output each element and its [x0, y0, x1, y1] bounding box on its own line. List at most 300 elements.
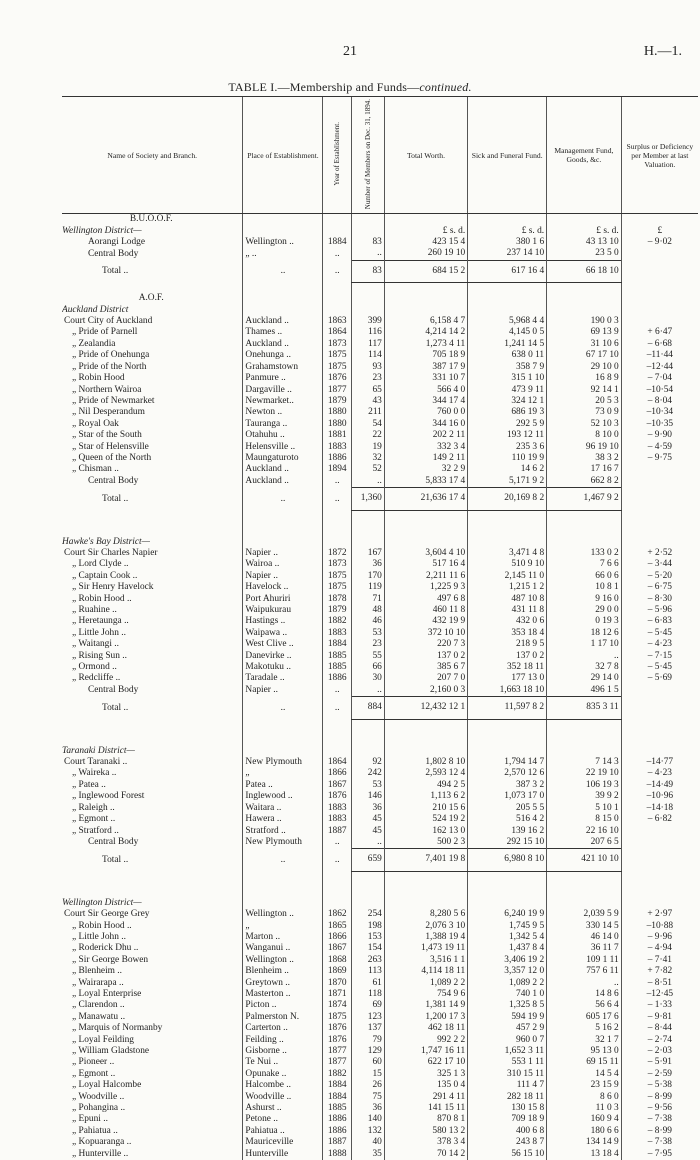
total-row: [62, 849, 698, 871]
empty-cell: [243, 226, 323, 237]
district-row: [62, 898, 698, 909]
members-cell: 198: [351, 921, 384, 932]
sick-cell: 516 4 2: [468, 814, 547, 825]
branch-cell: [62, 757, 243, 768]
year-cell: 1872: [323, 548, 352, 559]
empty-cell: [323, 305, 352, 316]
table-row: [62, 453, 698, 464]
sick-cell: 1,437 8 4: [468, 943, 547, 954]
surplus-cell: –11·44: [621, 350, 698, 361]
surplus-cell: – 7·95: [621, 1149, 698, 1160]
members-cell: 60: [351, 1057, 384, 1068]
members-cell: 113: [351, 966, 384, 977]
members-cell: 53: [351, 780, 384, 791]
units-surplus: £: [621, 226, 698, 237]
table-row: [62, 837, 698, 849]
table-row: [62, 628, 698, 639]
mgmt-cell: ..: [547, 978, 622, 989]
members-cell: 116: [351, 327, 384, 338]
year-cell: ..: [323, 837, 352, 849]
sick-cell: 6,240 19 9: [468, 909, 547, 920]
branch-prefix: „: [72, 662, 77, 673]
mgmt-cell: 5 10 1: [547, 803, 622, 814]
branch-name: Pride of Parnell: [78, 327, 138, 338]
mgmt-cell: 67 17 10: [547, 350, 622, 361]
branch-cell: [62, 559, 243, 570]
year-cell: 1877: [323, 1057, 352, 1068]
branch-cell: [62, 605, 243, 616]
place-cell: Carterton ..: [243, 1023, 323, 1034]
worth-cell: 137 0 2: [384, 651, 467, 662]
members-cell: 40: [351, 1137, 384, 1148]
branch-prefix: „: [72, 1091, 77, 1102]
year-cell: 1883: [323, 442, 352, 453]
units-sick: £ s. d.: [468, 226, 547, 237]
surplus-cell: – 8·30: [621, 594, 698, 605]
place-cell: Wairoa ..: [243, 559, 323, 570]
empty-cell: [547, 898, 622, 909]
members-cell: 46: [351, 616, 384, 627]
sick-cell: 5,171 9 2: [468, 476, 547, 488]
surplus-cell: – 4·94: [621, 943, 698, 954]
table-body: [62, 214, 698, 1160]
branch-name: Captain Cook ..: [78, 570, 138, 581]
branch-name: City of Auckland: [87, 316, 153, 327]
empty-cell: [547, 293, 622, 304]
surplus-cell: – 8·51: [621, 978, 698, 989]
empty-cell: [351, 226, 384, 237]
table-row: [62, 1069, 698, 1080]
mgmt-cell: 22 19 10: [547, 768, 622, 779]
sick-cell: 235 3 6: [468, 442, 547, 453]
year-cell: 1875: [323, 362, 352, 373]
place-cell: New Plymouth: [243, 757, 323, 768]
mgmt-cell: 605 17 6: [547, 1012, 622, 1023]
year-cell: 1876: [323, 791, 352, 802]
mgmt-cell: 8 15 0: [547, 814, 622, 825]
sick-cell: 638 0 11: [468, 350, 547, 361]
branch-prefix: „: [72, 1068, 77, 1079]
units-mgmt: £ s. d.: [547, 226, 622, 237]
place-cell: Feilding ..: [243, 1035, 323, 1046]
branch-cell: [62, 978, 243, 989]
table-row: [62, 1012, 698, 1023]
empty-cell: [351, 871, 384, 898]
mgmt-cell: 29 14 0: [547, 673, 622, 684]
branch-name: Nil Desperandum: [78, 407, 145, 418]
table-row: [62, 373, 698, 384]
mgmt-cell: 190 0 3: [547, 316, 622, 327]
members-cell: 263: [351, 955, 384, 966]
branch-cell: [62, 548, 243, 559]
surplus-cell: – 5·45: [621, 628, 698, 639]
sick-cell: 3,406 19 2: [468, 955, 547, 966]
members-cell: 118: [351, 989, 384, 1000]
branch-prefix: „: [72, 418, 77, 429]
place-cell: Hunterville: [243, 1149, 323, 1160]
col-year-label: Year of Establishment.: [333, 122, 342, 186]
branch-name: Zealandia: [78, 338, 116, 349]
members-cell: 132: [351, 1126, 384, 1137]
branch-cell: [62, 1023, 243, 1034]
total-place-dots: ..: [243, 488, 323, 510]
surplus-cell: – 2·03: [621, 1046, 698, 1057]
table-row: [62, 791, 698, 802]
district-name: Auckland District: [62, 304, 129, 315]
year-cell: 1879: [323, 396, 352, 407]
table-row: [62, 1103, 698, 1114]
total-label: Total ..: [102, 266, 129, 277]
table-title-continued: continued.: [419, 80, 472, 94]
total-year-dots: ..: [323, 488, 352, 510]
mgmt-cell: 5 16 2: [547, 1023, 622, 1034]
members-cell: 52: [351, 464, 384, 475]
year-cell: 1880: [323, 407, 352, 418]
table-row: [62, 814, 698, 825]
branch-cell: [62, 571, 243, 582]
total-label: Total ..: [102, 854, 129, 865]
mgmt-cell: 23 5 0: [547, 248, 622, 260]
sick-cell: 960 0 7: [468, 1035, 547, 1046]
surplus-cell: – 8·99: [621, 1092, 698, 1103]
branch-prefix: „: [72, 650, 77, 661]
table-row: [62, 685, 698, 697]
branch-prefix: „: [72, 768, 77, 779]
worth-cell: 70 14 2: [384, 1149, 467, 1160]
empty-cell: [351, 898, 384, 909]
table-row: [62, 464, 698, 475]
mgmt-cell: 2,039 5 9: [547, 909, 622, 920]
surplus-cell: – 4·23: [621, 768, 698, 779]
table-row: [62, 582, 698, 593]
year-cell: 1887: [323, 826, 352, 837]
col-mgmt-header: Management Fund, Goods, &c.: [547, 97, 622, 214]
empty-cell: [547, 871, 622, 898]
empty-cell: [351, 719, 384, 746]
spacer-row: [62, 283, 698, 294]
sick-cell: 553 1 11: [468, 1057, 547, 1068]
total-label: Total ..: [102, 702, 129, 713]
place-cell: New Plymouth: [243, 837, 323, 849]
sick-cell: 400 6 8: [468, 1126, 547, 1137]
members-cell: 43: [351, 396, 384, 407]
branch-name: Waitangi ..: [78, 639, 119, 650]
mgmt-cell: 46 14 0: [547, 932, 622, 943]
surplus-cell: – 3·44: [621, 559, 698, 570]
table-row: [62, 757, 698, 768]
branch-cell: [62, 464, 243, 475]
branch-cell: [62, 1046, 243, 1057]
surplus-cell: + 2·52: [621, 548, 698, 559]
empty-cell: [621, 293, 698, 304]
worth-cell: 207 7 0: [384, 673, 467, 684]
year-cell: 1864: [323, 757, 352, 768]
worth-cell: 1,388 19 4: [384, 932, 467, 943]
members-cell: 170: [351, 571, 384, 582]
empty-cell: [323, 537, 352, 548]
empty-cell: [351, 305, 384, 316]
empty-cell: [243, 898, 323, 909]
year-cell: 1868: [323, 955, 352, 966]
total-mgmt: 835 3 11: [547, 697, 622, 719]
year-cell: 1863: [323, 316, 352, 327]
sick-cell: 510 9 10: [468, 559, 547, 570]
mgmt-cell: 29 10 0: [547, 362, 622, 373]
surplus-cell: – 5·91: [621, 1057, 698, 1068]
worth-cell: 2,160 0 3: [384, 685, 467, 697]
table-row: [62, 1092, 698, 1103]
worth-cell: 1,113 6 2: [384, 791, 467, 802]
table-row: [62, 1080, 698, 1091]
branch-cell: [62, 1114, 243, 1125]
branch-cell: [62, 932, 243, 943]
empty-cell: [62, 871, 243, 898]
year-cell: 1876: [323, 1035, 352, 1046]
place-cell: Pahiatua ..: [243, 1126, 323, 1137]
branch-name: Egmont ..: [78, 814, 116, 825]
empty-cell: [323, 226, 352, 237]
branch-name: Marquis of Normanby: [78, 1023, 163, 1034]
col-place-header: Place of Establishment.: [243, 97, 323, 214]
sick-cell: 324 12 1: [468, 396, 547, 407]
surplus-cell: [621, 476, 698, 488]
members-cell: 36: [351, 1103, 384, 1114]
worth-cell: 622 17 10: [384, 1057, 467, 1068]
branch-name: Robin Hood ..: [78, 593, 132, 604]
members-cell: ..: [351, 837, 384, 849]
table-row: [62, 673, 698, 684]
surplus-cell: + 7·82: [621, 966, 698, 977]
mgmt-cell: 29 0 0: [547, 605, 622, 616]
members-cell: 23: [351, 639, 384, 650]
place-cell: Onehunga ..: [243, 350, 323, 361]
mgmt-cell: 11 0 3: [547, 1103, 622, 1114]
worth-cell: 760 0 0: [384, 407, 467, 418]
mgmt-cell: 180 6 6: [547, 1126, 622, 1137]
empty-cell: [323, 293, 352, 304]
place-cell: Picton ..: [243, 1000, 323, 1011]
branch-name: Robin Hood ..: [78, 920, 132, 931]
table-row: [62, 1114, 698, 1125]
sick-cell: 137 0 2: [468, 651, 547, 662]
year-cell: 1873: [323, 339, 352, 350]
surplus-cell: –10·35: [621, 419, 698, 430]
year-cell: 1867: [323, 943, 352, 954]
members-cell: ..: [351, 248, 384, 260]
sick-cell: 139 16 2: [468, 826, 547, 837]
branch-prefix: Court: [64, 547, 86, 558]
place-cell: Newmarket..: [243, 396, 323, 407]
sick-cell: 1,215 1 2: [468, 582, 547, 593]
society-heading-row: [62, 214, 698, 226]
place-cell: Wellington ..: [243, 955, 323, 966]
branch-name: Roderick Dhu ..: [78, 943, 139, 954]
year-cell: 1885: [323, 651, 352, 662]
branch-prefix: „: [72, 430, 77, 441]
branch-cell: [62, 909, 243, 920]
sick-cell: 1,342 5 4: [468, 932, 547, 943]
branch-cell: [62, 1103, 243, 1114]
members-cell: 36: [351, 559, 384, 570]
sick-cell: 237 14 10: [468, 248, 547, 260]
branch-prefix: „: [72, 327, 77, 338]
branch-name: Heretaunga ..: [78, 616, 129, 627]
place-cell: Helensville ..: [243, 442, 323, 453]
branch-cell: [62, 966, 243, 977]
mgmt-cell: 20 5 3: [547, 396, 622, 407]
sick-cell: 130 15 8: [468, 1103, 547, 1114]
district-name: Hawke's Bay District—: [62, 536, 150, 547]
worth-cell: 870 8 1: [384, 1114, 467, 1125]
col-surplus-header: Surplus or Deficiency per Member at last Valuation.: [621, 97, 698, 214]
place-cell: Panmure ..: [243, 373, 323, 384]
place-cell: Masterton ..: [243, 989, 323, 1000]
total-year-dots: ..: [323, 697, 352, 719]
place-cell: Opunake ..: [243, 1069, 323, 1080]
surplus-cell: – 5·69: [621, 673, 698, 684]
total-label: Total ..: [102, 493, 129, 504]
total-members: 884: [351, 697, 384, 719]
branch-name: Waireka ..: [78, 768, 117, 779]
worth-cell: 2,076 3 10: [384, 921, 467, 932]
branch-prefix: „: [72, 407, 77, 418]
members-cell: 146: [351, 791, 384, 802]
place-cell: Danevirke ..: [243, 651, 323, 662]
empty-cell: [547, 283, 622, 294]
branch-cell: [62, 407, 243, 418]
branch-cell: [62, 419, 243, 430]
empty-cell: [384, 746, 467, 757]
members-cell: 26: [351, 1080, 384, 1091]
worth-cell: 1,200 17 3: [384, 1012, 467, 1023]
sick-cell: 110 19 9: [468, 453, 547, 464]
branch-name: Wairarapa ..: [78, 977, 124, 988]
branch-name: Little John ..: [78, 627, 126, 638]
worth-cell: 3,516 1 1: [384, 955, 467, 966]
society-name: A.O.F.: [138, 293, 164, 304]
surplus-cell: – 5·96: [621, 605, 698, 616]
branch-name: Pioneer ..: [78, 1057, 115, 1068]
mgmt-cell: 133 0 2: [547, 548, 622, 559]
worth-cell: 135 0 4: [384, 1080, 467, 1091]
sick-cell: 1,073 17 0: [468, 791, 547, 802]
branch-prefix: „: [72, 464, 77, 475]
empty-cell: [384, 510, 467, 537]
table-row: [62, 248, 698, 260]
total-row: [62, 260, 698, 282]
place-cell: Grahamstown: [243, 362, 323, 373]
branch-name: Kopuaranga ..: [78, 1137, 132, 1148]
sick-cell: 5,968 4 4: [468, 316, 547, 327]
empty-cell: [351, 283, 384, 294]
place-cell: Auckland ..: [243, 339, 323, 350]
table-title: [0, 80, 700, 95]
empty-cell: [243, 510, 323, 537]
table-row: [62, 909, 698, 920]
worth-cell: 331 10 7: [384, 373, 467, 384]
branch-name: Pride of Onehunga: [78, 350, 150, 361]
sick-cell: 358 7 9: [468, 362, 547, 373]
empty-cell: [468, 510, 547, 537]
total-members: 83: [351, 260, 384, 282]
mgmt-cell: 36 11 7: [547, 943, 622, 954]
surplus-cell: – 2·74: [621, 1035, 698, 1046]
surplus-cell: [621, 316, 698, 327]
table-row: [62, 237, 698, 248]
worth-cell: 5,833 17 4: [384, 476, 467, 488]
branch-prefix: „: [72, 627, 77, 638]
sick-cell: 594 19 9: [468, 1012, 547, 1023]
empty-cell: [547, 537, 622, 548]
surplus-cell: + 6·47: [621, 327, 698, 338]
branch-cell: [62, 1080, 243, 1091]
spacer-row: [62, 510, 698, 537]
year-cell: ..: [323, 476, 352, 488]
sick-cell: 487 10 8: [468, 594, 547, 605]
branch-name: Central Body: [88, 685, 139, 696]
members-cell: 69: [351, 1000, 384, 1011]
year-cell: 1883: [323, 814, 352, 825]
surplus-cell: – 9·02: [621, 237, 698, 248]
members-cell: 123: [351, 1012, 384, 1023]
branch-prefix: „: [72, 570, 77, 581]
branch-name: Chisman ..: [78, 464, 119, 475]
members-cell: 65: [351, 385, 384, 396]
surplus-cell: –14·77: [621, 757, 698, 768]
worth-cell: 378 3 4: [384, 1137, 467, 1148]
branch-prefix: Court: [64, 316, 86, 327]
sick-cell: 473 9 11: [468, 385, 547, 396]
col-members-label: Number of Members on Dec. 31, 1894.: [363, 99, 372, 210]
surplus-cell: –10·34: [621, 407, 698, 418]
branch-name: Egmont ..: [78, 1068, 116, 1079]
sick-cell: 56 15 10: [468, 1149, 547, 1160]
table-row: [62, 1023, 698, 1034]
branch-prefix: „: [72, 1148, 77, 1159]
table-row: [62, 1057, 698, 1068]
mgmt-cell: 95 13 0: [547, 1046, 622, 1057]
surplus-cell: –12·44: [621, 362, 698, 373]
members-cell: 55: [351, 651, 384, 662]
members-cell: 23: [351, 373, 384, 384]
district-name: Taranaki District—: [62, 745, 135, 756]
branch-prefix: „: [72, 825, 77, 836]
empty-cell: [621, 283, 698, 294]
place-cell: Stratford ..: [243, 826, 323, 837]
sick-cell: 292 15 10: [468, 837, 547, 849]
worth-cell: 162 13 0: [384, 826, 467, 837]
empty-cell: [323, 214, 352, 226]
surplus-cell: – 6·68: [621, 339, 698, 350]
year-cell: 1874: [323, 1000, 352, 1011]
surplus-cell: – 9·96: [621, 932, 698, 943]
empty-cell: [621, 510, 698, 537]
worth-cell: 494 2 5: [384, 780, 467, 791]
total-worth: 21,636 17 4: [384, 488, 467, 510]
branch-name: Ruahine ..: [78, 605, 117, 616]
branch-prefix: „: [72, 814, 77, 825]
place-cell: Marton ..: [243, 932, 323, 943]
mgmt-cell: 8 10 0: [547, 430, 622, 441]
year-cell: 1877: [323, 1046, 352, 1057]
mgmt-cell: 207 6 5: [547, 837, 622, 849]
place-cell: Ashurst ..: [243, 1103, 323, 1114]
branch-name: Pride of Newmarket: [78, 395, 155, 406]
worth-cell: 2,593 12 4: [384, 768, 467, 779]
sick-cell: 205 5 5: [468, 803, 547, 814]
empty-cell: [547, 746, 622, 757]
mgmt-cell: 1 17 10: [547, 639, 622, 650]
